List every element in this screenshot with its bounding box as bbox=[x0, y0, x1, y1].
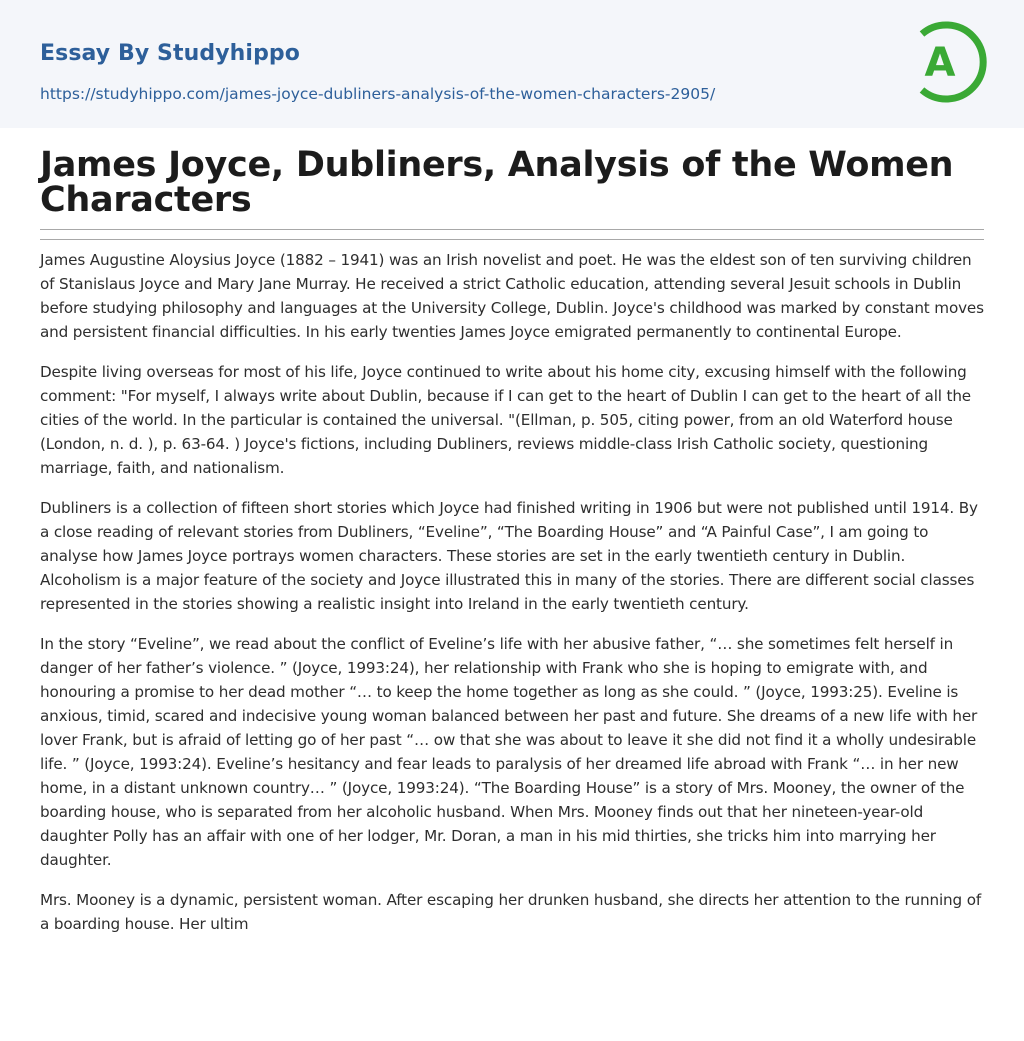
paragraph: Mrs. Mooney is a dynamic, persistent woman. After escaping her drunken husband, she directs her attention to the running of a boarding house. Her ultim bbox=[40, 891, 982, 933]
brand-title[interactable]: Essay By Studyhippo bbox=[40, 41, 300, 66]
paragraph: In the story “Eveline”, we read about the conflict of Eveline’s life with her abusive father, “… she sometimes felt herself in danger of her father’s violence. ” (Joyce, 1993:24), her relationship with Frank who she is hoping to emigrate with, and honouring a promise to her dead mother “… to keep the home together as long as she could. ” (Joyce, 1993:25). Eveline is anxious, timid, scared and indecisive young woman balanced between her past and future. She dreams of a new life with her lover Frank, but is afraid of letting go of her past “… ow that she was about to leave it she did not find it a wholly undesirable life. ” (Joyce, 1993:24). Eveline’s hesitancy and fear leads to paralysis of her dreamed life abroad with Frank “… in her new home, in a distant unknown country… ” (Joyce, 1993:24). “The Boarding House” is a story of Mrs. Mooney, the owner of the boarding house, who is separated from her alcoholic husband. When Mrs. Mooney finds out that her nineteen-year-old daughter Polly has an affair with one of her lodger, Mr. Doran, a man in his mid thirties, she tricks him into marrying her daughter. bbox=[40, 635, 978, 869]
article-body bbox=[40, 248, 988, 952]
source-url-link[interactable]: https://studyhippo.com/james-joyce-dubliners-analysis-of-the-women-characters-2905/ bbox=[40, 85, 716, 103]
page-title: James Joyce, Dubliners, Analysis of the Women Characters bbox=[40, 145, 954, 220]
studyhippo-logo-icon[interactable] bbox=[908, 18, 988, 106]
title-divider-bottom bbox=[40, 239, 984, 240]
site-header bbox=[0, 0, 1024, 128]
paragraph: James Augustine Aloysius Joyce (1882 – 1941) was an Irish novelist and poet. He was the eldest son of ten surviving children of Stanislaus Joyce and Mary Jane Murray. He received a strict Catholic education, attending several Jesuit schools in Dublin before studying philosophy and languages at the University College, Dublin. Joyce's childhood was marked by constant moves and persistent financial difficulties. In his early twenties James Joyce emigrated permanently to continental Europe. bbox=[40, 251, 984, 341]
paragraph: Dubliners is a collection of fifteen short stories which Joyce had finished writing in 1906 but were not published until 1914. By a close reading of relevant stories from Dubliners, “Eveline”, “The Boarding House” and “A Painful Case”, I am going to analyse how James Joyce portrays women characters. These stories are set in the early twentieth century in Dublin. Alcoholism is a major feature of the society and Joyce illustrated this in many of the stories. There are different social classes represented in the stories showing a realistic insight into Ireland in the early twentieth century. bbox=[40, 499, 978, 613]
paragraph: Despite living overseas for most of his life, Joyce continued to write about his home city, excusing himself with the following comment: "For myself, I always write about Dublin, because if I can get to the heart of Dublin I can get to the heart of all the cities of the world. In the particular is contained the universal. "(Ellman, p. 505, citing power, from an old Waterford house (London, n. d. ), p. 63-64. ) Joyce's fictions, including Dubliners, reviews middle-class Irish Catholic society, questioning marriage, faith, and nationalism. bbox=[40, 363, 971, 477]
title-divider-top bbox=[40, 229, 984, 230]
logo-letter: A bbox=[924, 40, 956, 86]
